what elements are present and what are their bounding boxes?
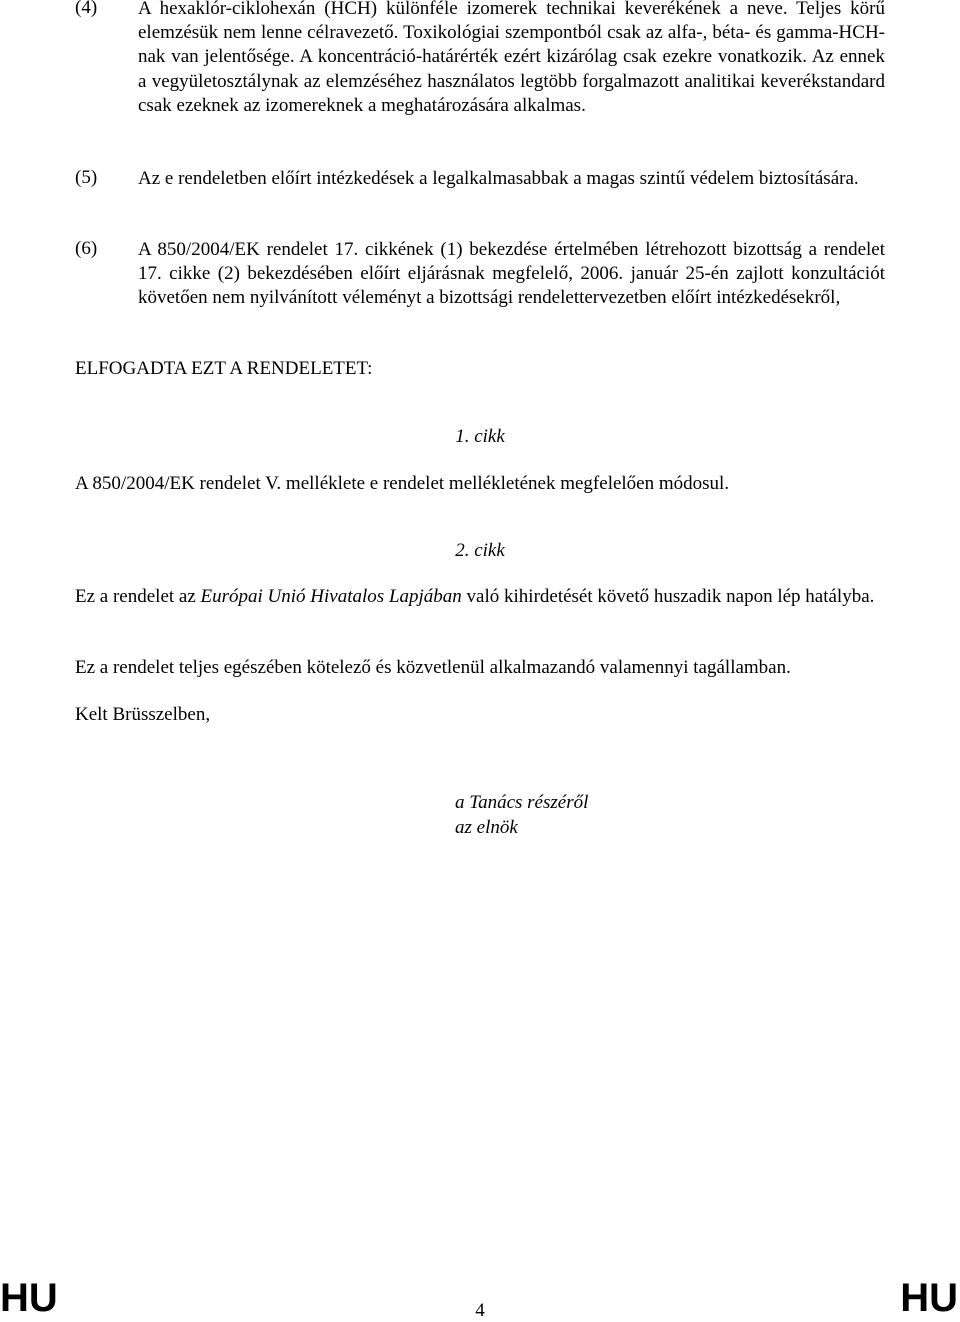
article-1-heading: 1. cikk [455,426,505,447]
adoption-formula: ELFOGADTA EZT A RENDELETET: [75,358,373,379]
recital-5 [75,167,885,191]
article-2-text [75,585,885,609]
article-2-text-start: Ez a rendelet az [75,586,201,607]
recital-6 [75,238,885,311]
place-of-signature: Kelt Brüsszelben, [75,704,211,725]
recital-number: (4) [75,0,98,18]
official-journal-title: Európai Unió Hivatalos Lapjában [200,586,462,607]
recital-number: (6) [75,238,98,259]
signature-line-2: az elnök [455,817,518,838]
recital-text: Az e rendeletben előírt intézkedések a legalkalmasabbak a magas szintű védelem biztosítására. [138,168,859,189]
article-2-heading: 2. cikk [455,540,505,561]
article-2-text-end: való kihirdetését követő huszadik napon lép hatályba. [461,586,875,607]
footer-language-right: HU [900,1276,958,1320]
footer-language-left: HU [0,1276,58,1320]
article-1-text: A 850/2004/EK rendelet V. melléklete e rendelet mellékletének megfelelően módosul. [75,473,730,494]
signature-line-1: a Tanács részéről [455,792,589,813]
recital-text: A 850/2004/EK rendelet 17. cikkének (1) bekezdése értelmében létrehozott bizottság a rendelet 17. cikke (2) bekezdésében előírt eljárásnak megfelelő, 2006. január 25-én zajlott konzultációt követően nem nyilvánított véleményt a bizottsági rendelettervezetben előírt intézkedésekről, [138,239,885,309]
page-number: 4 [475,1300,485,1321]
recital-4 [75,0,885,118]
binding-clause: Ez a rendelet teljes egészében kötelező és közvetlenül alkalmazandó valamennyi tagállamban. [75,657,791,678]
recital-number: (5) [75,167,98,188]
recital-text: A hexaklór-ciklohexán (HCH) különféle izomerek technikai keverékének a neve. Teljes körű elemzésük nem lenne célravezető. Toxikológiai szempontból csak az alfa-, béta- és gamma-HCH-nak van jelentősége. A koncentráció-határérték ezért kizárólag csak ezekre vonatkozik. Az ennek a vegyületosztálynak az elemzéséhez használatos legtöbb forgalmazott analitikai keverékstandard csak ezeknek az izomereknek a meghatározására alkalmas. [138,0,885,116]
signature-block [455,790,588,840]
